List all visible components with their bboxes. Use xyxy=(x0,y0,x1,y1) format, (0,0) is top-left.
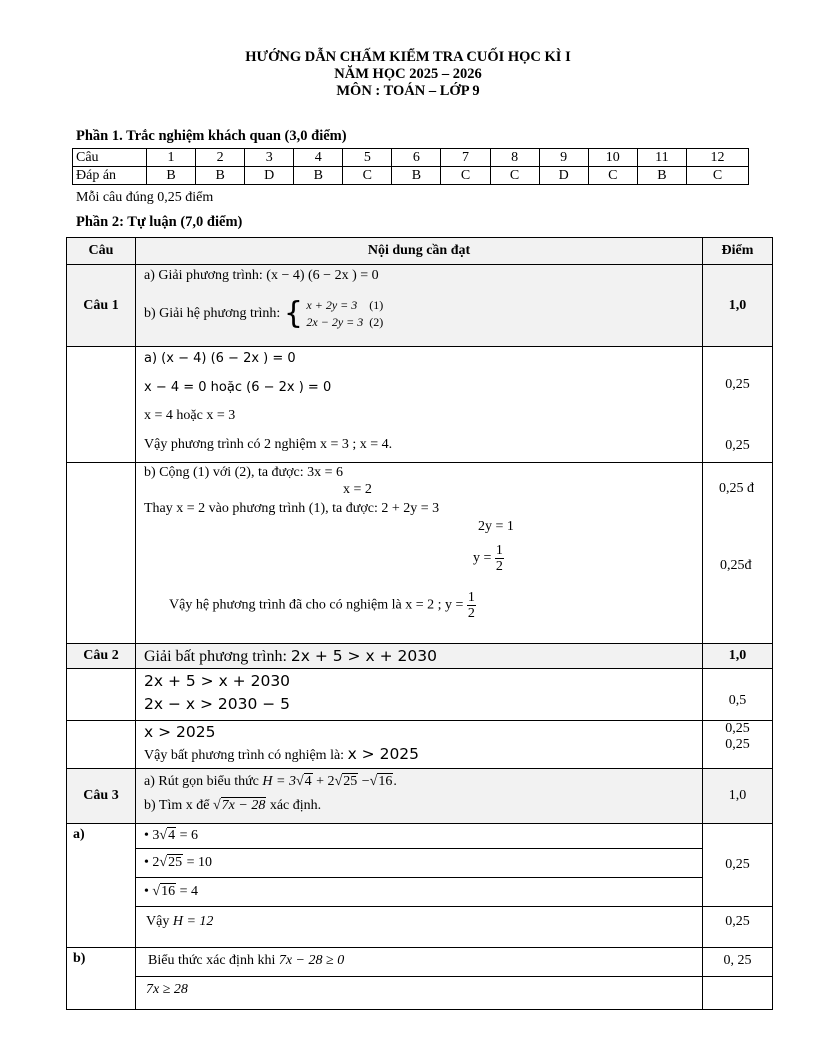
q2-prompt-math: 2x + 5 > x + 2030 xyxy=(290,646,437,665)
q1-label: Câu 1 xyxy=(67,265,136,347)
answer-cell: D xyxy=(539,167,588,185)
result: = 4 xyxy=(179,884,198,899)
header-score: Điểm xyxy=(703,238,773,265)
question-number: 9 xyxy=(539,149,588,167)
q3-b-scores xyxy=(703,948,773,1010)
answer-cell: B xyxy=(294,167,343,185)
question-number: 7 xyxy=(441,149,490,167)
q3-a-score1: 0,25 xyxy=(703,824,772,907)
q3-b-prompt: b) Tìm x để √7x − 28 xác định. xyxy=(144,798,322,813)
q1-a-score1: 0,25 xyxy=(725,377,750,392)
q1-a-step3: x = 4 hoặc x = 3 xyxy=(144,408,236,423)
q1-a-solution xyxy=(136,347,703,463)
q2-label: Câu 2 xyxy=(67,644,136,669)
question-number: 12 xyxy=(687,149,749,167)
empty-cell xyxy=(67,347,136,463)
answer-cell: B xyxy=(147,167,196,185)
answer-cell: C xyxy=(588,167,637,185)
q3-a-step2: • 2√25 = 10 xyxy=(136,849,702,878)
result: = 6 xyxy=(179,828,198,843)
doc-title-line1: HƯỚNG DẪN CHẤM KIỂM TRA CUỐI HỌC KÌ I xyxy=(245,49,571,65)
q1-b-score2: 0,25đ xyxy=(720,558,752,573)
part1-note: Mỗi câu đúng 0,25 điểm xyxy=(76,190,214,205)
part1-title: Phần 1. Trắc nghiệm khách quan (3,0 điểm) xyxy=(76,128,347,144)
minus-sign: − xyxy=(361,774,370,789)
q1-prompt-row xyxy=(67,265,773,347)
q1-a-prompt: a) Giải phương trình: (x − 4) (6 − 2x ) = 0 xyxy=(144,268,379,283)
system-eq1-number: (1) xyxy=(369,297,384,312)
q3-a-conclusion-math: H = 12 xyxy=(172,914,214,929)
empty-cell xyxy=(67,721,136,769)
question-number: 1 xyxy=(147,149,196,167)
essay-grading-table xyxy=(66,237,773,1010)
fraction-denominator: 2 xyxy=(495,559,503,574)
system-eq2 xyxy=(306,314,383,331)
q2-score2: 0,25 xyxy=(725,721,750,736)
q1-b-conclusion xyxy=(169,590,476,621)
q1-a-solution-row xyxy=(67,347,773,463)
q2-solution-row2 xyxy=(67,721,773,769)
q3-b-step2-math: 7x ≥ 28 xyxy=(146,982,188,997)
part2-title: Phần 2: Tự luận (7,0 điểm) xyxy=(76,214,243,230)
q1-b-step4: 2y = 1 xyxy=(478,519,514,534)
q2-conclusion-text: Vậy bất phương trình có nghiệm là: xyxy=(144,748,345,763)
q1-b-solution-row xyxy=(67,463,773,644)
q1-b-score1: 0,25 đ xyxy=(719,481,754,496)
answer-row-label: Đáp án xyxy=(73,167,147,185)
answer-cell: B xyxy=(637,167,686,185)
q3-b-prompt-end: xác định. xyxy=(269,798,322,813)
q2-score-cell2 xyxy=(703,721,773,769)
answer-cell: C xyxy=(687,167,749,185)
q2-prompt-text: Giải bất phương trình: xyxy=(144,647,287,665)
q1-b-prompt xyxy=(136,289,702,339)
y-equals: y = xyxy=(473,550,492,566)
system-eq2-text: 2x − 2y = 3 xyxy=(306,314,364,329)
q1-b-prompt-text: b) Giải hệ phương trình: xyxy=(144,306,281,321)
result: = 10 xyxy=(186,855,212,870)
q1-a-scores xyxy=(703,347,773,463)
q1-a-score2: 0,25 xyxy=(725,438,750,453)
question-number: 10 xyxy=(588,149,637,167)
q1-b-conclusion-text: Vậy hệ phương trình đã cho có nghiệm là x = 2 ; y = xyxy=(169,597,464,613)
q1-b-step5 xyxy=(473,543,504,574)
radicand-16: 16 xyxy=(378,774,393,789)
q3-b-step1-text: Biểu thức xác định khi xyxy=(148,953,276,968)
q3-a-conclusion-text: Vậy xyxy=(146,914,170,929)
answer-cell: B xyxy=(392,167,441,185)
period: . xyxy=(393,774,397,789)
q3-a-solution xyxy=(136,824,703,948)
q2-score3: 0,25 xyxy=(725,737,750,752)
q2-score: 1,0 xyxy=(703,644,773,669)
q1-a-conclusion: Vậy phương trình có 2 nghiệm x = 3 ; x = 4. xyxy=(144,437,393,452)
radicand-7x-28: 7x − 28 xyxy=(221,798,266,813)
q3-b-prompt-text: b) Tìm x để xyxy=(144,798,210,813)
q2-prompt-line xyxy=(136,647,702,666)
q2-solution-2 xyxy=(136,721,703,769)
fraction-one-half xyxy=(495,543,504,574)
doc-title-line3: MÔN : TOÁN – LỚP 9 xyxy=(336,83,480,99)
q3-b-solution-row xyxy=(67,948,773,1010)
q3-score: 1,0 xyxy=(703,769,773,824)
bullet-2: • 2 xyxy=(144,855,160,870)
q1-prompt xyxy=(136,265,703,347)
q1-b-solution xyxy=(136,463,703,644)
q3-b-solution xyxy=(136,948,703,1010)
question-number: 2 xyxy=(196,149,245,167)
q3-b-score1: 0, 25 xyxy=(703,948,772,977)
radicand-4: 4 xyxy=(304,774,312,789)
radicand: 4 xyxy=(168,828,176,843)
q3-a-expr-mid: + 2 xyxy=(316,774,335,789)
q3-b-step1-math: 7x − 28 ≥ 0 xyxy=(278,953,345,968)
table-header-row xyxy=(67,238,773,265)
fraction-one-half xyxy=(467,590,476,621)
question-row xyxy=(73,149,749,167)
q3-a-prompt: a) Rút gọn biểu thức H = 3√4 + 2√25 −√16. xyxy=(144,774,397,789)
q3-a-label: a) xyxy=(67,824,136,948)
q3-prompt xyxy=(136,769,703,824)
q1-b-step2: x = 2 xyxy=(343,482,372,497)
q3-a-score2: 0,25 xyxy=(725,914,750,929)
q2-solution-row1 xyxy=(67,669,773,721)
radicand-25: 25 xyxy=(343,774,358,789)
q1-a-step1: a) (x − 4) (6 − 2x ) = 0 xyxy=(144,351,296,366)
header-question: Câu xyxy=(67,238,136,265)
q1-b-step1: b) Cộng (1) với (2), ta được: 3x = 6 xyxy=(144,465,344,480)
doc-title-line2: NĂM HỌC 2025 – 2026 xyxy=(334,66,482,82)
empty-cell xyxy=(67,463,136,644)
system-eq1 xyxy=(306,297,383,314)
q1-b-scores xyxy=(703,463,773,644)
q3-a-scores xyxy=(703,824,773,948)
q3-a-conclusion xyxy=(136,907,702,937)
q2-score1: 0,5 xyxy=(728,693,747,708)
q3-a-prompt-text: a) Rút gọn biểu thức xyxy=(144,774,259,789)
q1-b-step3: Thay x = 2 vào phương trình (1), ta được: 2 + 2y = 3 xyxy=(144,501,440,516)
q2-step3: x > 2025 xyxy=(144,723,216,741)
answer-cell: C xyxy=(343,167,392,185)
question-number: 6 xyxy=(392,149,441,167)
q2-step1: 2x + 5 > x + 2030 xyxy=(144,672,291,690)
q3-b-step2 xyxy=(136,977,702,1005)
q1-b-steps xyxy=(136,463,702,643)
empty-cell xyxy=(67,669,136,721)
system-eq2-number: (2) xyxy=(369,314,384,329)
q3-a-step1: • 3√4 = 6 xyxy=(136,824,702,849)
q1-a-step2: x − 4 = 0 hoặc (6 − 2x ) = 0 xyxy=(144,380,332,395)
q1-score: 1,0 xyxy=(703,265,773,347)
q2-step2: 2x − x > 2030 − 5 xyxy=(144,695,291,713)
q2-score-cell1 xyxy=(703,669,773,721)
q2-conclusion-math: x > 2025 xyxy=(347,745,420,763)
bullet-3: • 3 xyxy=(144,828,160,843)
q3-b-label: b) xyxy=(67,948,136,1010)
answer-key-table xyxy=(72,148,749,185)
answer-row xyxy=(73,167,749,185)
fraction-numerator: 1 xyxy=(467,590,475,605)
question-number: 5 xyxy=(343,149,392,167)
radicand: 25 xyxy=(168,855,183,870)
system-eq1-text: x + 2y = 3 xyxy=(306,297,358,312)
question-number: 4 xyxy=(294,149,343,167)
q2-conclusion xyxy=(136,743,702,767)
fraction-numerator: 1 xyxy=(495,543,503,558)
q3-a-expr-start: H = 3 xyxy=(262,774,296,789)
answer-cell: D xyxy=(245,167,294,185)
question-number: 3 xyxy=(245,149,294,167)
q3-label: Câu 3 xyxy=(67,769,136,824)
q2-prompt-row xyxy=(67,644,773,669)
question-number: 8 xyxy=(490,149,539,167)
answer-cell: C xyxy=(490,167,539,185)
brace-symbol: { xyxy=(283,295,303,331)
equation-system xyxy=(306,297,383,331)
q3-a-solution-row xyxy=(67,824,773,948)
bullet: • xyxy=(144,884,149,899)
q3-a-step3: • √16 = 4 xyxy=(136,878,702,907)
radicand: 16 xyxy=(161,884,176,899)
q2-prompt xyxy=(136,644,703,669)
header-content: Nội dung cần đạt xyxy=(136,238,703,265)
question-number: 11 xyxy=(637,149,686,167)
q3-prompt-row xyxy=(67,769,773,824)
answer-cell: B xyxy=(196,167,245,185)
answer-cell: C xyxy=(441,167,490,185)
fraction-denominator: 2 xyxy=(467,606,475,621)
q2-solution-1 xyxy=(136,669,703,721)
q3-b-step1 xyxy=(136,948,702,977)
question-row-label: Câu xyxy=(73,149,147,167)
